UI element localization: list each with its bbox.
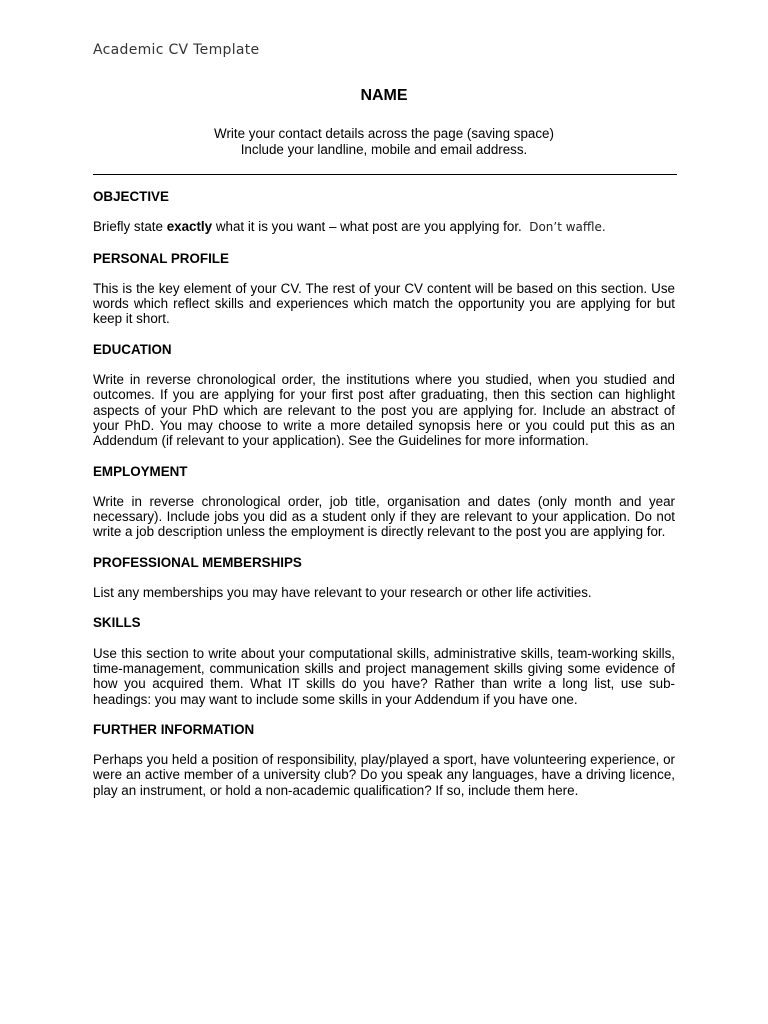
- section-education: [93, 342, 675, 449]
- page-header: Academic CV Template: [93, 42, 260, 58]
- section-personal-profile: [93, 251, 675, 327]
- objective-text-before: Briefly state: [93, 219, 167, 235]
- cv-content: [93, 189, 675, 813]
- section-body: [93, 219, 675, 235]
- section-employment: [93, 464, 675, 540]
- section-body: Write in reverse chronological order, job title, organisation and dates (only month and year necessary). Include jobs you did as a student only if they are relevant to your application. Do not write a job description unless the employment is directly relevant to the post you are applying for.: [93, 493, 675, 540]
- section-objective: [93, 189, 675, 236]
- section-heading: SKILLS: [93, 615, 141, 631]
- contact-details: [0, 126, 768, 158]
- section-body: Perhaps you held a position of responsibility, play/played a sport, have volunteering experience, or were an active member of a university club? Do you speak any languages, have a driving licence, play an instrument, or hold a non-academic qualification? If so, include them here.: [93, 752, 675, 798]
- section-further-information: [93, 722, 675, 798]
- section-body: Write in reverse chronological order, the institutions where you studied, when you studied and outcomes. If you are applying for your first post after graduating, then this section can highlight aspects of your PhD which are relevant to the post you are applying for. Include an abstract of your PhD. You may choose to write a more detailed synopsis here or you could put this as an Addendum (if relevant to your application). See the Guidelines for more information.: [93, 372, 675, 449]
- section-skills: [93, 615, 675, 706]
- section-heading: EDUCATION: [93, 341, 172, 357]
- contact-line-2: Include your landline, mobile and email address.: [240, 142, 528, 157]
- section-body: This is the key element of your CV. The rest of your CV content will be based on this section. Use words which reflect skills and experiences which match the opportunity you are applying for but keep it short.: [93, 280, 675, 327]
- header-divider: [93, 174, 677, 175]
- contact-line-1: Write your contact details across the page (saving space): [214, 126, 554, 141]
- objective-emphasis: exactly: [166, 219, 213, 235]
- section-heading: PERSONAL PROFILE: [93, 250, 229, 266]
- section-body: List any memberships you may have relevant to your research or other life activities.: [93, 585, 592, 601]
- objective-text-after: what it is you want – what post are you applying for.: [212, 219, 522, 235]
- section-heading: EMPLOYMENT: [93, 463, 188, 479]
- section-heading: PROFESSIONAL MEMBERSHIPS: [93, 554, 302, 570]
- section-body: Use this section to write about your computational skills, administrative skills, team-working skills, time-management, communication skills and project management skills giving some evidence of how you acquired them. What IT skills do you have? Rather than write a long list, use sub-headings: you may want to include some skills in your Addendum if you have one.: [93, 645, 675, 707]
- objective-aside: Don’t waffle.: [529, 220, 606, 235]
- section-heading: FURTHER INFORMATION: [93, 721, 255, 737]
- section-heading: OBJECTIVE: [93, 189, 169, 204]
- cv-name-heading: NAME: [360, 87, 408, 104]
- section-professional-memberships: [93, 555, 675, 601]
